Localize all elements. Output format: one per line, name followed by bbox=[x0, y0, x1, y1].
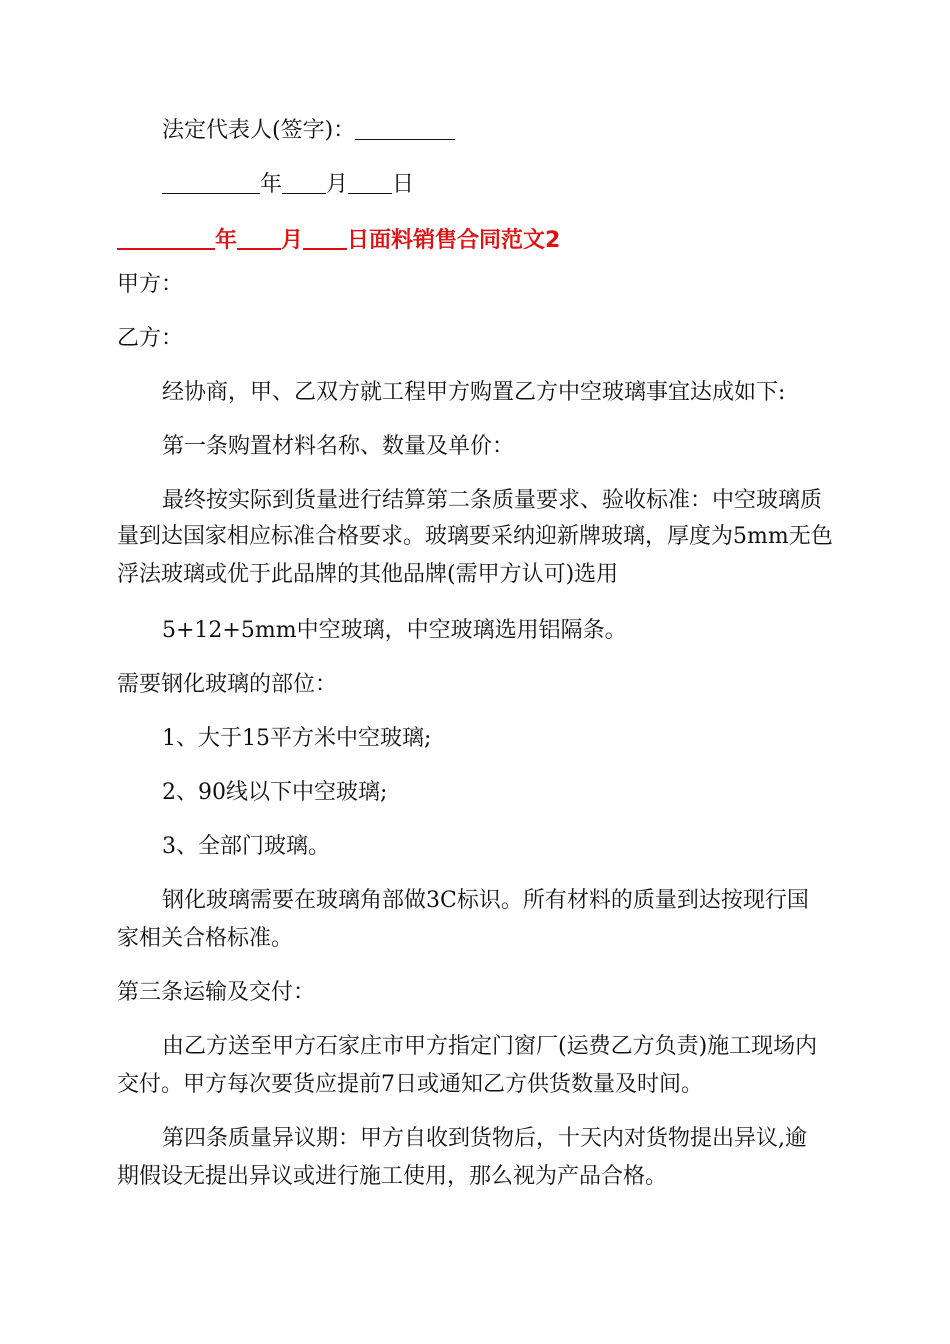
spacer-paragraph: 5+12+5mm中空玻璃，中空玻璃选用铝隔条。 bbox=[162, 618, 627, 643]
party-b: 乙方： bbox=[117, 326, 184, 351]
tempered-item: 3、全部门玻璃。 bbox=[162, 834, 330, 859]
heading-title: 日面料销售合同范文2 bbox=[347, 228, 561, 253]
date-line bbox=[162, 170, 414, 200]
heading-year-blank bbox=[117, 226, 215, 250]
signature-blank bbox=[355, 117, 455, 140]
quality-paragraph-line: 浮法玻璃或优于此品牌的其他品牌(需甲方认可)选用 bbox=[117, 562, 619, 587]
3c-paragraph-line: 家相关合格标准。 bbox=[117, 926, 294, 951]
article-3: 第三条运输及交付： bbox=[117, 980, 316, 1005]
objection-paragraph-line: 期假设无提出异议或进行施工使用，那么视为产品合格。 bbox=[117, 1164, 668, 1189]
month-blank bbox=[282, 171, 326, 194]
party-a: 甲方： bbox=[117, 272, 184, 297]
day-blank bbox=[348, 171, 392, 194]
signature-line bbox=[162, 116, 455, 146]
delivery-paragraph-line: 交付。甲方每次要货应提前7日或通知乙方供货数量及时间。 bbox=[117, 1072, 703, 1097]
delivery-paragraph-line: 由乙方送至甲方石家庄市甲方指定门窗厂(运费乙方负责)施工现场内 bbox=[162, 1034, 818, 1059]
year-label: 年 bbox=[260, 172, 283, 197]
article-1: 第一条购置材料名称、数量及单价： bbox=[162, 434, 515, 459]
year-blank bbox=[162, 171, 260, 194]
signature-label: 法定代表人(签字)： bbox=[162, 118, 356, 143]
heading-day-blank bbox=[303, 226, 347, 250]
tempered-title: 需要钢化玻璃的部位： bbox=[117, 672, 338, 697]
quality-paragraph-line: 最终按实际到货量进行结算第二条质量要求、验收标准：中空玻璃质 bbox=[162, 488, 823, 513]
tempered-item: 1、大于15平方米中空玻璃; bbox=[162, 726, 432, 751]
objection-paragraph-line: 第四条质量异议期：甲方自收到货物后，十天内对货物提出异议,逾 bbox=[162, 1126, 807, 1151]
heading-year: 年 bbox=[215, 228, 238, 253]
intro-paragraph: 经协商，甲、乙双方就工程甲方购置乙方中空玻璃事宜达成如下: bbox=[162, 380, 786, 405]
section-heading bbox=[117, 226, 560, 256]
tempered-item: 2、90线以下中空玻璃; bbox=[162, 780, 388, 805]
3c-paragraph-line: 钢化玻璃需要在玻璃角部做3C标识。所有材料的质量到达按现行国 bbox=[162, 888, 809, 913]
quality-paragraph-line: 量到达国家相应标准合格要求。玻璃要采纳迎新牌玻璃，厚度为5mm无色 bbox=[117, 524, 833, 549]
month-label: 月 bbox=[326, 172, 349, 197]
heading-month-blank bbox=[237, 226, 281, 250]
day-label: 日 bbox=[392, 172, 415, 197]
heading-month: 月 bbox=[281, 228, 304, 253]
